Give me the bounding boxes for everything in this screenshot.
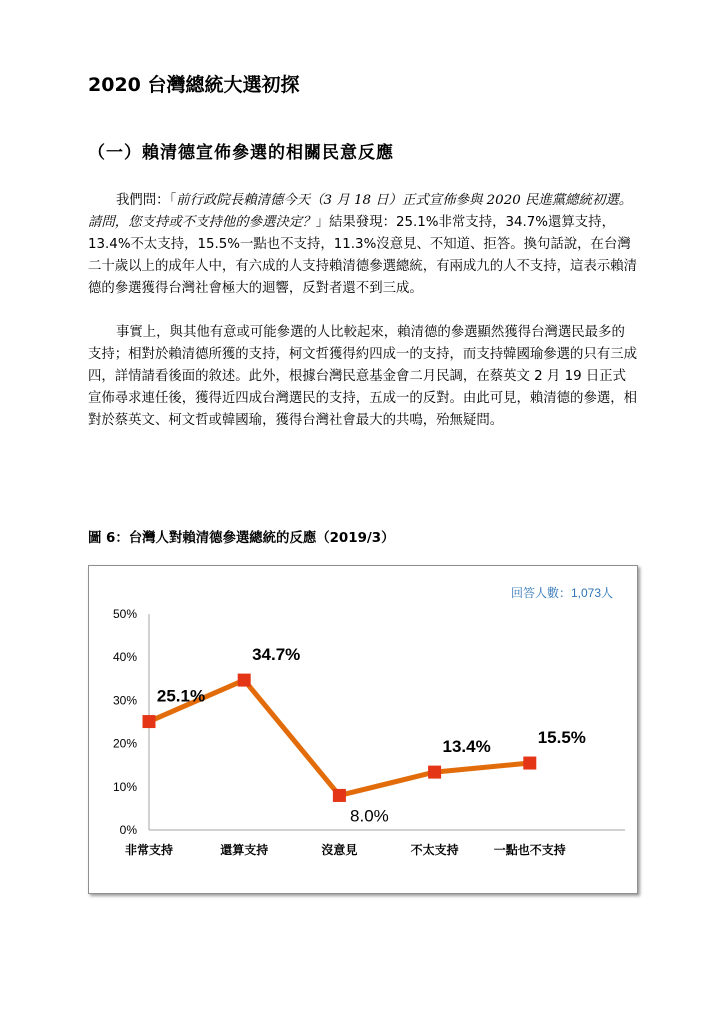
chart-frame	[88, 565, 638, 894]
y-tick-label: 20%	[112, 736, 137, 751]
x-tick-label: 沒意見	[321, 843, 358, 857]
data-point	[333, 789, 346, 802]
y-tick-label: 10%	[112, 779, 137, 794]
data-label: 15.5%	[537, 728, 586, 748]
data-label: 25.1%	[156, 686, 206, 706]
paragraph-comparison-text: 事實上，與其他有意或可能參選的人比較起來，賴清德的參選顯然獲得台灣選民最多的支持；相對於賴清德所獲的支持，柯文哲獲得約四成一的支持，而支持韓國瑜參選的只有三成四，詳情請看後面的敘述。此外，根據台灣民意基金會二月民調，在蔡英文 2 月 19 日正式宣佈尋求連任後，獲得近四成台灣選民的支持，五成一的反對。由此可見，賴清德的參選，相對於蔡英文、柯文哲或韓國瑜，獲得台灣社會最大的共鳴，殆無疑問。	[88, 325, 638, 428]
paragraph-survey-result	[88, 190, 638, 300]
paragraph-lead: 我們問：「	[116, 193, 177, 208]
y-tick-label: 50%	[112, 607, 137, 621]
data-point	[143, 715, 156, 728]
data-point	[523, 757, 536, 770]
data-label: 34.7%	[252, 645, 301, 665]
y-tick-label: 30%	[112, 693, 137, 708]
data-label: 13.4%	[442, 737, 491, 757]
respondent-count-label: 回答人數：1,073人	[510, 586, 613, 600]
x-tick-label: 不太支持	[410, 843, 459, 857]
x-tick-label: 還算支持	[220, 843, 269, 857]
y-tick-label: 40%	[112, 650, 137, 665]
survey-question: 前行政院長賴清德今天（3 月 18 日）正式宣佈參與 2020 民進黨總統初選。請問，您支持或不支持他的參選決定？	[88, 193, 633, 230]
page-title: 2020 台灣總統大選初探	[88, 74, 300, 96]
paragraph-comparison	[88, 322, 638, 432]
data-point	[238, 674, 251, 687]
y-tick-label: 0%	[119, 823, 137, 837]
paragraph-findings: 」結果發現：25.1%非常支持，34.7%還算支持，13.4%不太支持，15.5%一點也不支持，11.3%沒意見、不知道、拒答。換句話說，在台灣二十歲以上的成年人中，有六成的人支持賴清德參選總統，有兩成九的人不支持，這表示賴清德的參選獲得台灣社會極大的迴響，反對者還不到三成。	[88, 215, 638, 296]
data-label: 8.0%	[350, 806, 389, 826]
section-heading: （一）賴清德宣佈參選的相關民意反應	[88, 143, 394, 163]
x-tick-label: 一點也不支持	[493, 843, 566, 857]
data-point	[428, 766, 441, 779]
x-tick-label: 非常支持	[124, 843, 174, 857]
line-chart	[89, 566, 637, 893]
figure-caption: 圖 6：台灣人對賴清德參選總統的反應（2019/3）	[88, 531, 395, 546]
